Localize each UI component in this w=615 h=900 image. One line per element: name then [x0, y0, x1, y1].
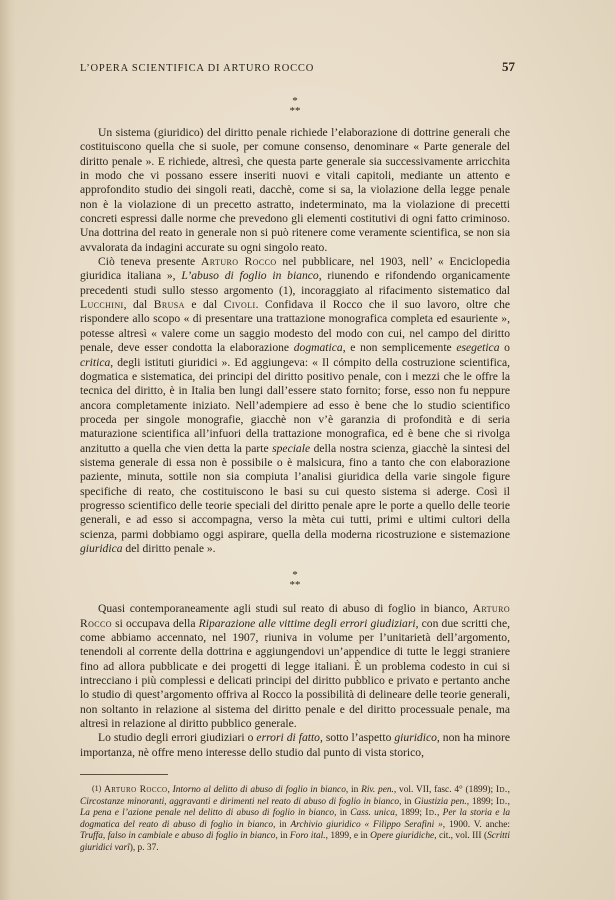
asterism-top-star: * [292, 95, 298, 107]
footnote-1: (1) Arturo Rocco, Intorno al delitto di abuso di foglio in bianco, in Riv. pen., vol. VII, fasc. 4° (1899); Id., Circostanze minoranti, aggravanti e dirimenti nel reato di abuso di foglio in bianco, in Giustizia pen., 1899; Id., La pena e l’azione penale nel delitto di abuso di foglio in bianco, in Cass. unica, 1899; Id., Per la storia e la dogmatica del reato di abuso di foglio in bianco, in Archivio giuridico « Filippo Serafini », 1900. V. anche: Truffa, falso in cambiale e abuso di foglio in bianco, in Foro ital., 1899, e in Opere giuridiche, cit., vol. III (Scritti giuridici varî), p. 37. [80, 784, 511, 854]
section-separator-top [80, 96, 510, 116]
footnote-mark: (1) [92, 784, 102, 794]
footnote-rule [80, 774, 168, 775]
paragraph-errors-of-fact: Lo studio degli errori giudiziari o errori di fatto, sotto l’aspetto giuridico, non ha minore importanza, nè offre meno interesse dello studio dal punto di vista storico, [80, 731, 510, 759]
running-header [80, 59, 515, 75]
asterism-bottom-stars: ** [289, 579, 301, 592]
author-name: Arturo Rocco [80, 602, 510, 630]
running-title: L’OPERA SCIENTIFICA DI ARTURO ROCCO [80, 63, 315, 74]
work-title: L’abuso di foglio in bianco [181, 269, 319, 283]
paragraph-judicial-errors: Quasi contemporaneamente agli studi sul reato di abuso di foglio in bianco, Arturo Rocco si occupava della Riparazione alle vittime degli errori giudiziari, con due scritti che, come abbiamo accennato, nel 1907, riuniva in volume per l’unitarietà dell’argomento, tenendoli al corrente della dottrina e aggiungendovi un’appendice di tutte le leggi straniere fino ad allora pubblicate e dei progetti di legge italiani. È un problema codesto in cui si intrecciano i più complessi e delicati principi del diritto pubblico e privato e pertanto anche lo studio di quest’argomento offriva al Rocco la possibilità di delineare delle teorie generali, non soltanto in relazione al sistema del diritto penale e del diritto processuale penale, ma altresì in relazione al diritto pubblico generale. [80, 602, 510, 731]
name-lucchini: Lucchini [80, 298, 124, 312]
name-brusa: Brusa [153, 298, 185, 312]
paragraph-system-of-criminal-law: Un sistema (giuridico) del diritto penale richiede l’elaborazione di dottrine generali che costituiscono quella che si suole, per comune consenso, denominare « Parte generale del diritto penale ». E richiede, altresì, che questa parte generale sia successivamente arricchita in modo che vi possano essere inseriti nuovi e vitali capitoli, mediante un attento e approfondito studio dei singoli reati, dacchè, come si sa, la violazione della legge penale non è la violazione di un precetto astratto, indeterminato, ma la violazione di precetti concreti espressi dalle norme che prevedono gli elementi costitutivi di ogni fatto criminoso. Una dottrina del reato in generale non si può ritenere come veramente scientifica, se non sia avvalorata da indagini accurate su ogni singolo reato. [80, 126, 510, 254]
section-separator-middle [80, 570, 510, 590]
page-body [80, 96, 510, 855]
asterism-bottom-stars: ** [289, 105, 301, 117]
name-civoli: Civoli [223, 298, 256, 312]
work-title: Riparazione alle vittime degli errori giudiziari [198, 616, 416, 630]
author-name: Arturo Rocco [201, 255, 277, 269]
binding-shadow [0, 0, 16, 900]
paragraph-rocco-1903: Ciò teneva presente Arturo Rocco nel pubblicare, nel 1903, nell’ « Enciclopedia giuridica italiana », L’abuso di foglio in bianco, riunendo e rifondendo organicamente precedenti studi sullo stesso argomento (1), incoraggiato al rifacimento sistematico dal Lucchini, dal Brusa e dal Civoli. Confidava il Rocco che il suo lavoro, oltre che rispondere allo scopo « di presentare una trattazione monografica completa ed esauriente », potesse altresì « valere come un saggio modesto del modo con cui, nel campo del diritto penale, deve esser condotta la elaborazione dogmatica, e non semplicemente esegetica o critica, degli istituti giuridici ». Ed aggiungeva: « Il cómpito della costruzione scientifica, dogmatica e sistematica, dei principi del diritto positivo penale, con i mezzi che le offre la tecnica del diritto, è in Italia ben lungi dall’essere stato fornito; forse, esso non fu neppure ancora completamente iniziato. Nell’adempiere ad esso è bene che lo studio scientifico proceda per singole monografie, giacchè non v’è garanzia di profondità e di seria maturazione scientifica all’infuori della trattazione monografica, ed è bene che si rivolga anzitutto a quella che vien detta la parte speciale della nostra scienza, giacchè la sintesi del sistema generale di essa non è possibile o è malsicura, fino a tanto che con elaborazione paziente, minuta, sottile non sia compiuta l’analisi giuridica della varie singole figure specifiche di reato, che costituiscono le basi su cui questo sistema si aderge. Così il progresso scientifico delle teorie speciali del diritto penale apre le porte a quello delle teorie generali, e ad esso si accompagna, verso la mèta cui tutti, primi e ultimi cultori della scienza, parmi dobbiamo oggi aspirare, quella della moderna ricostruzione e sistemazione giuridica del diritto penale ». [80, 255, 511, 555]
asterism-top-star: * [292, 569, 298, 582]
page-number: 57 [502, 59, 515, 74]
